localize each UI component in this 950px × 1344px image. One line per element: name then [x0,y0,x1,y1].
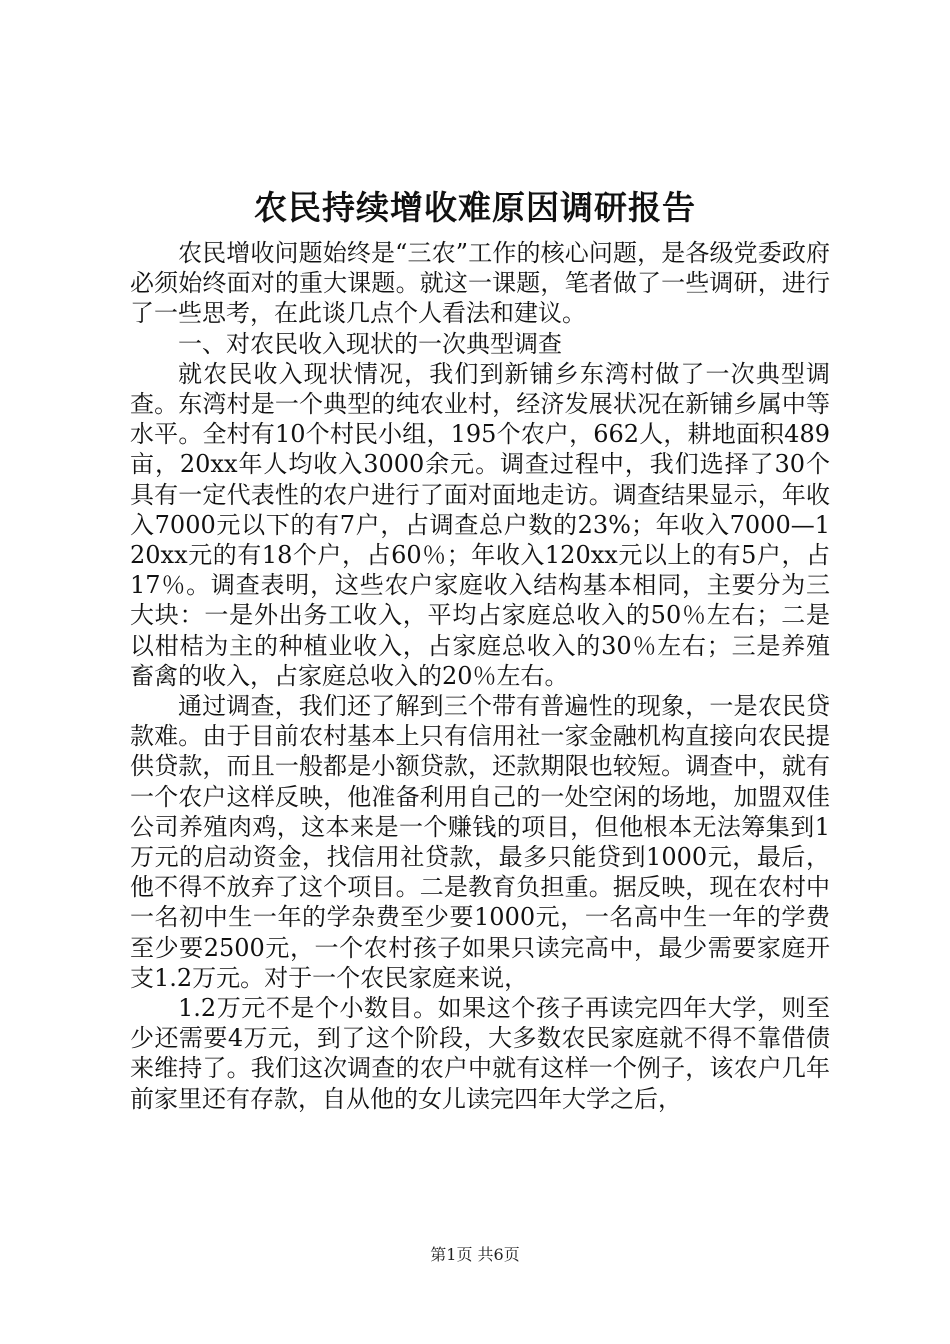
section-heading: 一、对农民收入现状的一次典型调查 [178,329,562,358]
document-body [130,238,830,1114]
page-footer: 第1页 共6页 [430,1245,520,1264]
paragraph-phenomena: 通过调查，我们还了解到三个带有普遍性的现象，一是农民贷款难。由于目前农村基本上只有信用社一家金融机构直接向农民提供贷款，而且一般都是小额贷款，还款期限也较短。调查中，就有一个农户这样反映，他准备利用自己的一处空闲的场地，加盟双佳公司养殖肉鸡，这本来是一个赚钱的项目，但他根本无法筹集到1万元的启动资金，找信用社贷款，最多只能贷到1000元，最后，他不得不放弃了这个项目。二是教育负担重。据反映，现在农村中一名初中生一年的学杂费至少要1000元，一名高中生一年的学费至少要2500元，一个农村孩子如果只读完高中，最少需要家庭开支1.2万元。对于一个农民家庭来说， [130,692,830,992]
document-title: 农民持续增收难原因调研报告 [254,188,696,227]
paragraph-education-cost: 1.2万元不是个小数目。如果这个孩子再读完四年大学，则至少还需要4万元，到了这个阶段，大多数农民家庭就不得不靠借债来维持了。我们这次调查的农户中就有这样一个例子，该农户几年前家里还有存款，自从他的女儿读完四年大学之后， [130,994,830,1113]
paragraph-survey: 就农民收入现状情况，我们到新铺乡东湾村做了一次典型调查。东湾村是一个典型的纯农业村，经济发展状况在新铺乡属中等水平。全村有10个村民小组，195个农户，662人，耕地面积489亩，20xx年人均收入3000余元。调查过程中，我们选择了30个具有一定代表性的农户进行了面对面地走访。调查结果显示，年收入7000元以下的有7户，占调查总户数的23%；年收入7000—120xx元的有18个户，占60％；年收入120xx元以上的有5户，占17％。调查表明，这些农户家庭收入结构基本相同，主要分为三大块：一是外出务工收入，平均占家庭总收入的50％左右；二是以柑桔为主的种植业收入，占家庭总收入的30％左右；三是养殖畜禽的收入，占家庭总收入的20％左右。 [130,359,830,690]
paragraph-intro: 农民增收问题始终是“三农”工作的核心问题，是各级党委政府必须始终面对的重大课题。就这一课题，笔者做了一些调研，进行了一些思考，在此谈几点个人看法和建议。 [130,239,830,328]
